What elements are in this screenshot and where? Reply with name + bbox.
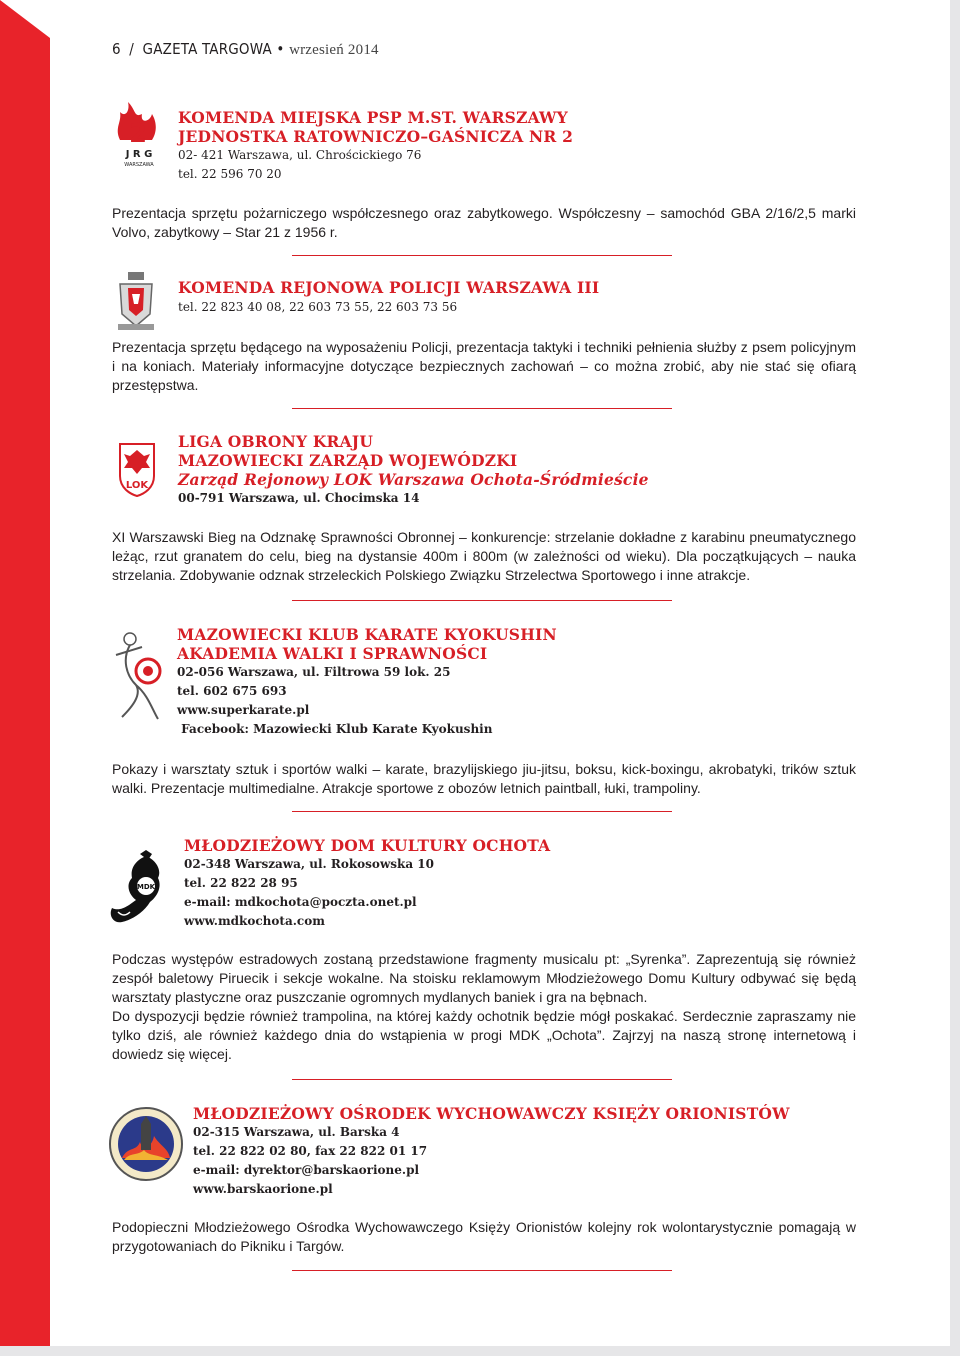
svg-text:J R G: J R G: [125, 149, 153, 160]
description-paragraph: Do dyspozycji będzie również trampolina, na której każdy ochotnik będzie mógł poskakać. Serdecznie zapraszamy nie tylko dziś, ale również każdego dnia do wstąpienia w progi MDK „Ochota”. Zajrzyj na naszą stronę internetową i dowiedz się więcej.: [112, 1008, 856, 1062]
page-header: [112, 40, 379, 59]
entry-address: 02-348 Warszawa, ul. Rokosowska 10: [184, 857, 434, 871]
page-number: 6: [112, 40, 121, 58]
svg-text:2: 2: [128, 119, 148, 149]
entry-title: LIGA OBRONY KRAJU: [178, 432, 374, 451]
jrg-fire-brigade-logo-icon: [112, 100, 166, 173]
entry-email[interactable]: e-mail: dyrektor@barskaorione.pl: [193, 1163, 420, 1177]
entry-title: MŁODZIEŻOWY OŚRODEK WYCHOWAWCZY KSIĘŻY ORIONISTÓW: [193, 1104, 790, 1123]
entry-description: [112, 950, 856, 1064]
entry-title: MAZOWIECKI ZARZĄD WOJEWÓDZKI: [178, 451, 518, 470]
entry-description: [112, 760, 856, 798]
header-separator: /: [129, 40, 135, 58]
entry-description: [112, 204, 856, 242]
entry-info: [178, 432, 649, 508]
entry-description: [112, 338, 856, 395]
entry-phone: tel. 602 675 693: [177, 684, 287, 698]
description-paragraph: Prezentacja sprzętu pożarniczego współczesnego oraz zabytkowego. Współczesny – samochód GBA 2/16/2,5 marki Volvo, zabytkowy – Star 21 z 1956 r.: [112, 205, 856, 240]
entry-email[interactable]: e-mail: mdkochota@poczta.onet.pl: [184, 895, 417, 909]
entry-address: 02-056 Warszawa, ul. Filtrowa 59 lok. 25: [177, 665, 451, 679]
description-paragraph: XI Warszawski Bieg na Odznakę Sprawności Obronnej – konkurencje: strzelanie dokładne z karabinu pneumatycznego leżąc, rzut granatem do celu, bieg na dystansie 400m i 800m (w zależności od wieku). Dla początkujących – nauka strzelania. Zdobywanie odznak strzeleckich Polskiego Związku Strzelectwa Sportowego i inne atrakcje.: [112, 529, 856, 583]
entry-title: MŁODZIEŻOWY DOM KULTURY OCHOTA: [184, 836, 551, 855]
entry-website[interactable]: www.superkarate.pl: [177, 703, 310, 717]
description-paragraph: Podopieczni Młodzieżowego Ośrodka Wychowawczego Księży Orionistów kolejny rok wolontarystycznie pomagają w przygotowaniach do Pikniku i Targów.: [112, 1219, 856, 1254]
description-paragraph: Podczas występów estradowych zostaną przedstawione fragmenty musicalu pt: „Syrenka”. Zaprezentują się również zespół baletowy Piruecik i sekcje wokalne. Na stoisku reklamowym Młodzieżowego Domu Kultury odbywać się będą warsztaty plastyczne oraz puszczanie ogromnych mydlanych baniek i gra na bębnach.: [112, 951, 856, 1005]
issue-date: wrzesień 2014: [289, 42, 379, 58]
entry-address: 00-791 Warszawa, ul. Chocimska 14: [178, 491, 420, 505]
svg-text:MDK: MDK: [136, 883, 156, 891]
svg-text:LOK: LOK: [125, 480, 149, 491]
section-divider: [292, 408, 672, 409]
entry-info: [177, 625, 557, 739]
entry-info: [184, 836, 550, 931]
entry-phone: tel. 22 822 02 80, fax 22 822 01 17: [193, 1144, 428, 1158]
police-eagle-emblem-icon: [114, 270, 158, 337]
entry-website[interactable]: www.barskaorione.pl: [193, 1182, 333, 1196]
section-divider: [292, 1079, 672, 1080]
mdk-mermaid-logo-icon: [106, 850, 172, 933]
karate-mermaid-logo-icon: [112, 625, 168, 728]
entry-phone: tel. 22 823 40 08, 22 603 73 55, 22 603 73 56: [178, 300, 458, 314]
entry-title: JEDNOSTKA RATOWNICZO–GAŚNICZA NR 2: [178, 127, 574, 146]
entry-info: [178, 108, 573, 184]
publication-name: GAZETA TARGOWA: [142, 40, 272, 58]
entry-title: MAZOWIECKI KLUB KARATE KYOKUSHIN: [177, 625, 557, 644]
section-divider: [292, 811, 672, 812]
entry-subtitle: Zarząd Rejonowy LOK Warszawa Ochota-Śródmieście: [178, 470, 649, 489]
description-paragraph: Prezentacja sprzętu będącego na wyposażeniu Policji, prezentacja taktyki i techniki pełnienia służby z psem policyjnym i na koniach. Materiały informacyjne dotyczące bezpiecznych zachowań – co można zrobić, aby nie stać się ofiarą przestępstwa.: [112, 339, 856, 393]
orione-circle-logo-icon: [108, 1106, 184, 1187]
section-divider: [292, 600, 672, 601]
header-bullet: •: [276, 40, 285, 58]
entry-address: 02- 421 Warszawa, ul. Chrościckiego 76: [178, 148, 422, 162]
entry-website[interactable]: www.mdkochota.com: [184, 914, 325, 928]
entry-title: KOMENDA REJONOWA POLICJI WARSZAWA III: [178, 278, 600, 297]
entry-info: [178, 278, 599, 317]
entry-facebook[interactable]: Facebook: Mazowiecki Klub Karate Kyokushin: [177, 722, 493, 736]
entry-address: 02-315 Warszawa, ul. Barska 4: [193, 1125, 400, 1139]
lok-eagle-logo-icon: [116, 440, 158, 503]
entry-description: [112, 528, 856, 585]
section-divider: [292, 255, 672, 256]
entry-info: [193, 1104, 790, 1199]
entry-description: [112, 1218, 856, 1256]
section-divider: [292, 1270, 672, 1271]
description-paragraph: Pokazy i warsztaty sztuk i sportów walki – karate, brazylijskiego jiu-jitsu, boksu, kick-boxingu, akrobatyki, trików sztuk walki. Prezentacje multimedialne. Atrakcje sportowe z obozów letnich paintball, łuki, trampoliny.: [112, 761, 856, 796]
entry-title: KOMENDA MIEJSKA PSP M.ST. WARSZAWY: [178, 108, 568, 127]
entry-phone: tel. 22 596 70 20: [178, 167, 282, 181]
svg-text:WARSZAWA: WARSZAWA: [124, 162, 154, 168]
entry-phone: tel. 22 822 28 95: [184, 876, 298, 890]
entry-title: AKADEMIA WALKI I SPRAWNOŚCI: [177, 644, 488, 663]
